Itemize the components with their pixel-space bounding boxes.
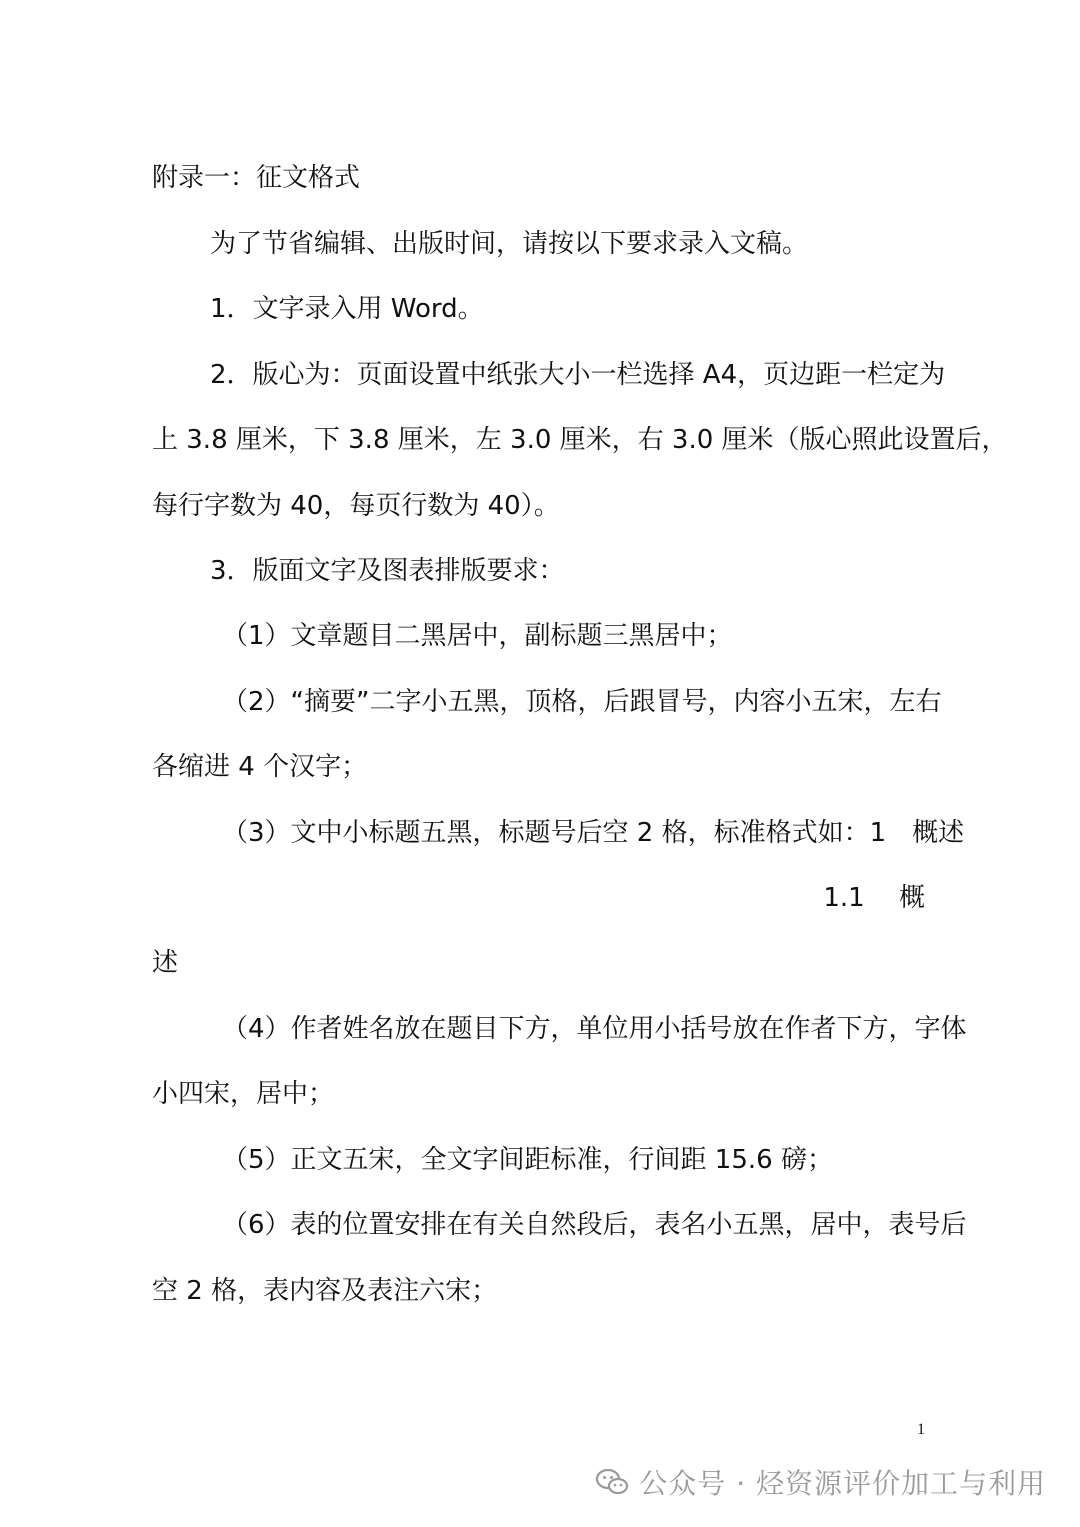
sub-item-6-line-1: （6）表的位置安排在有关自然段后，表名小五黑，居中，表号后 <box>222 1210 967 1240</box>
item-2-line-1: 2．版心为：页面设置中纸张大小一栏选择 A4，页边距一栏定为 <box>210 360 946 390</box>
sub-item-2-line-1: （2）“摘要”二字小五黑，顶格，后跟冒号，内容小五宋，左右 <box>222 687 942 717</box>
sub-item-4-line-2: 小四宋，居中； <box>152 1079 335 1109</box>
watermark-text: 公众号 · 烃资源评价加工与利用 <box>639 1467 1046 1500</box>
sub-item-5: （5）正文五宋，全文字间距标准，行间距 15.6 磅； <box>222 1145 833 1175</box>
intro-paragraph: 为了节省编辑、出版时间，请按以下要求录入文稿。 <box>210 229 809 259</box>
sub-item-6-line-2: 空 2 格，表内容及表注六宋； <box>152 1276 498 1306</box>
sub-item-3-line-3: 述 <box>152 948 179 978</box>
wechat-official-account-icon <box>595 1467 629 1497</box>
sub-item-3-line-2: 1.1 概 <box>823 883 925 913</box>
sub-item-4-line-1: （4）作者姓名放在题目下方，单位用小括号放在作者下方，字体 <box>222 1014 967 1044</box>
item-2-line-3: 每行字数为 40，每页行数为 40）。 <box>152 491 560 521</box>
sub-item-1: （1）文章题目二黑居中，副标题三黑居中； <box>222 621 733 651</box>
appendix-heading: 附录一：征文格式 <box>152 163 361 193</box>
page-number: 1 <box>917 1421 925 1438</box>
watermark <box>595 1462 1046 1502</box>
sub-item-2-line-2: 各缩进 4 个汉字； <box>152 752 368 782</box>
item-2-line-2: 上 3.8 厘米，下 3.8 厘米，左 3.0 厘米，右 3.0 厘米（版心照此设置后， <box>152 425 1008 455</box>
sub-item-3-line-1: （3）文中小标题五黑，标题号后空 2 格，标准格式如：1 概述 <box>222 818 965 848</box>
item-1: 1．文字录入用 Word。 <box>210 294 484 324</box>
item-3: 3．版面文字及图表排版要求： <box>210 556 565 586</box>
